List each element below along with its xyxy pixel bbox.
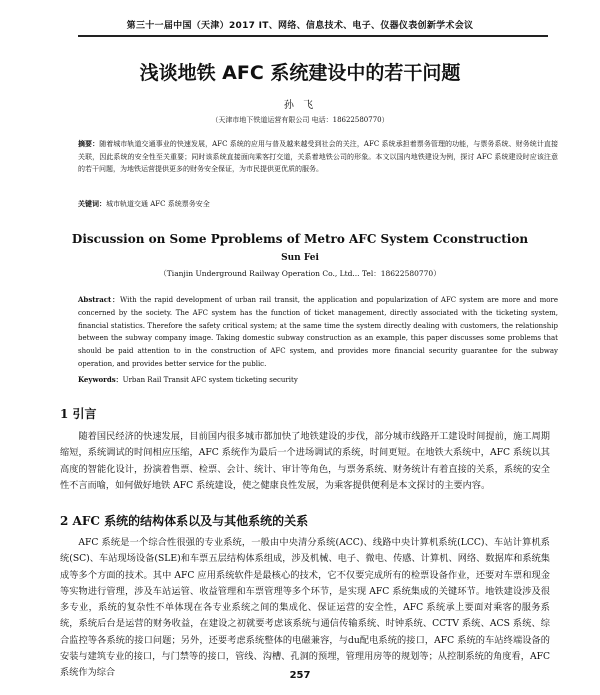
keywords-en — [78, 375, 558, 385]
abstract-en-label: Abstract： — [78, 295, 121, 304]
keywords-en-label: Keywords： — [78, 375, 123, 384]
author-en: Sun Fei — [281, 253, 319, 263]
abstract-cn-label: 摘要： — [78, 139, 100, 148]
author-cn: 孙 飞 — [283, 100, 317, 111]
keywords-cn-label: 关键词： — [78, 199, 106, 208]
keywords-en-text: Urban Rail Transit AFC system ticketing security — [122, 376, 298, 384]
running-header: 第三十一届中国（天津）2017 IT、网络、信息技术、电子、仪器仪表创新学术会议 — [126, 21, 474, 31]
section-1-heading: 1 引言 — [60, 407, 97, 421]
abstract-cn-text: 随着城市轨道交通事业的快速发展，AFC 系统的应用与普及越来越受到社会的关注，AFC 系统承担着票务管理的功能，与票务系统、财务统计直接关联，因此系统的安全性至关重要；同时该系统直接面向乘客打交道，关系着地铁公司的形象。本文以国内地铁建设为例，探讨 AFC 系统建设时应该注意的若干问题，为地铁运营提供更多的财务安全保证，为市民提供更优质的服务。 — [78, 140, 558, 173]
abstract-cn — [78, 138, 558, 176]
keywords-cn-text: 城市轨道交通 AFC 系统票务安全 — [106, 200, 210, 208]
section-2-paragraph: AFC 系统是一个综合性很强的专业系统，一般由中央清分系统(ACC)、线路中央计算机系统(LCC)、车站计算机系统(SC)、车站现场设备(SLE)和车票五层结构体系组成，涉及机械、电子、微电、传感、计算机、网络、数据库和系统集成等多个方面的技术。其中 AFC 应用系统软件是最核心的技术，它不仅要完成所有的检票设备作业，还要对车票和现金等实物进行管理，涉及车站运管、收益管理和车票管理等多个环节，是实现 AFC 系统集成的关键环节。地铁建设涉及很多专业，系统的复杂性不单体现在各专业系统之间的集成化、保证运营的安全性，AFC 系统承上要面对乘客的服务系统，系统后台是运营的财务收益，在建设之初就要考虑该系统与通信传输系统、时钟系统、CCTV 系统、ACS 系统、综合监控等各系统的接口问题；另外，还要考虑系统整体的电磁兼容，与du配电系统的接口，AFC 系统的车站终端设备的安装与建筑专业的接口，与门禁等的接口，管线、沟槽、孔洞的预埋，管理用房等的规划等；从控制系统的角度看，AFC 系统作为综合 — [60, 537, 550, 679]
section-2-heading: 2 AFC 系统的结构体系以及与其他系统的关系 — [60, 514, 309, 528]
paper-title-en: Discussion on Some Pproblems of Metro AFC System Cconstruction — [71, 232, 529, 246]
abstract-en-text: With the rapid development of urban rail transit, the application and popularization of AFC system are more and more concerned by the society. The AFC system has the function of ticket management, directly associated with the ticketing system, financial statistics. Therefore the safety critical system; at the same time the system directly dealing with customers, the relationship between the subway company image. Taking domestic subway construction as an example, this paper discusses some problems that should be paid attention to in the construction of AFC system, and provides more financial security guarantee for the subway operation, and provides better service for the public. — [78, 296, 558, 368]
affiliation-en: （Tianjin Underground Railway Operation Co., Ltd... Tel：18622580770） — [159, 269, 441, 278]
abstract-en — [78, 294, 558, 371]
header-rule — [78, 35, 548, 37]
keywords-cn — [78, 199, 558, 209]
section-1-paragraph: 随着国民经济的快速发展，目前国内很多城市都加快了地铁建设的步伐，部分城市线路开工建设时间提前，施工周期缩短，系统调试的时间相应压缩，AFC 系统作为最后一个进场调试的系统，时间更短。在地铁大系统中，AFC 系统以其高度的智能化设计，扮演着售票、检票、会计、统计、审计等角色，与票务系统、财务统计有着直接的关系，系统的安全性不言而喻，如何做好地铁 AFC 系统建设，使之健康良性发展，为乘客提供便利是本文探讨的主要内容。 — [60, 431, 550, 491]
affiliation-cn: （天津市地下铁道运营有限公司 电话：18622580770） — [211, 116, 389, 124]
paper-title-cn: 浅谈地铁 AFC 系统建设中的若干问题 — [139, 62, 461, 84]
page-number: 257 — [289, 670, 311, 681]
